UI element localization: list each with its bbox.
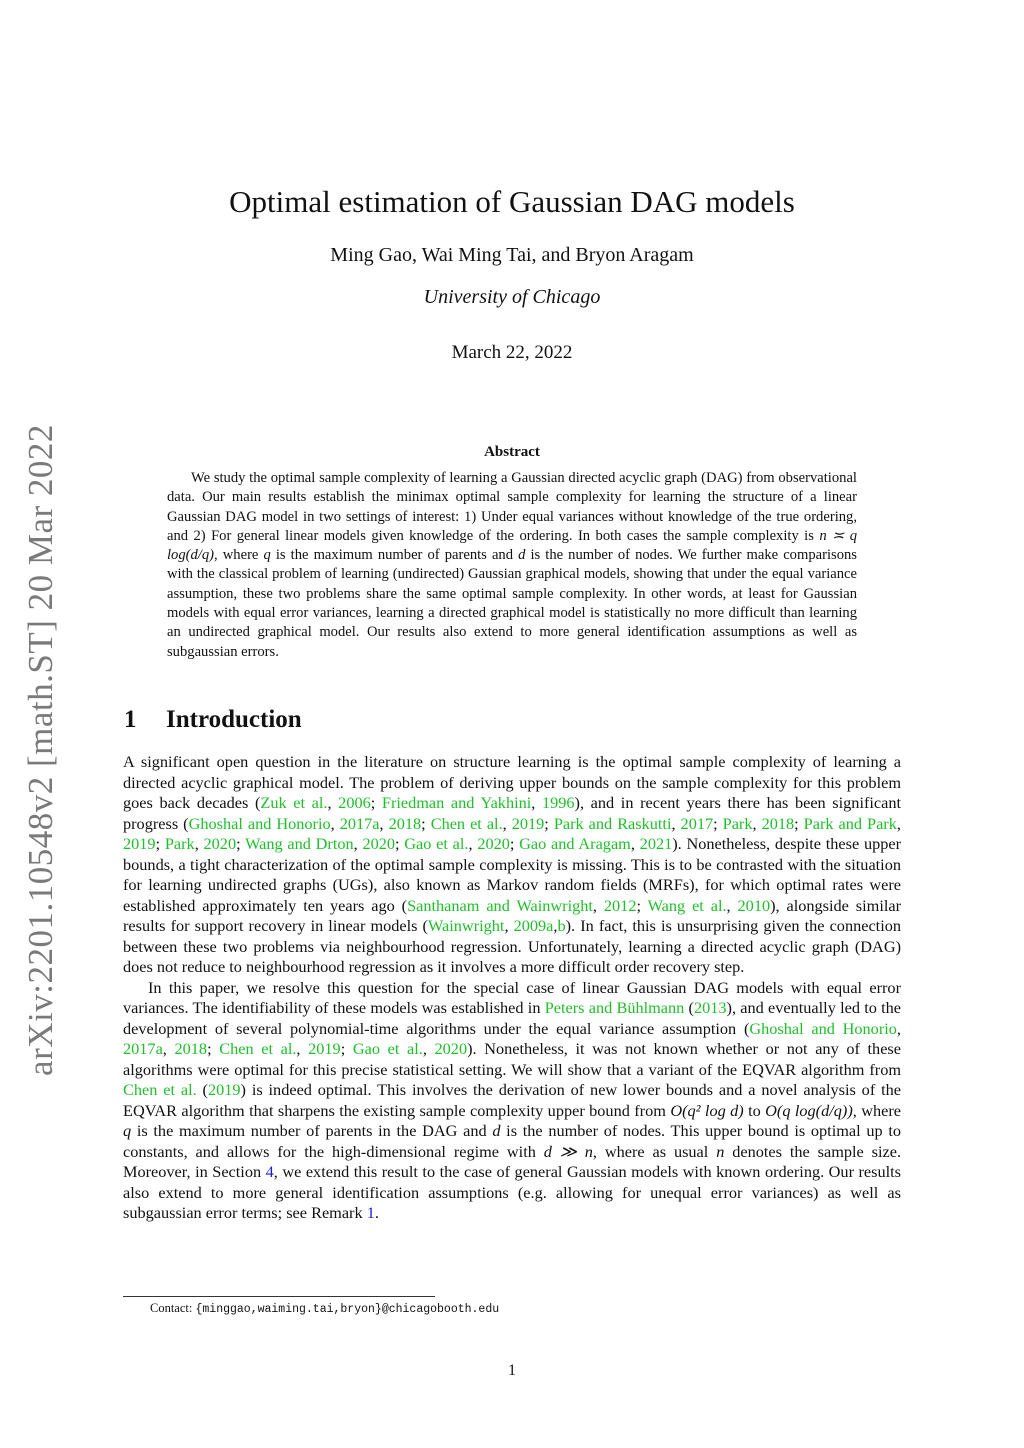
citation-link[interactable]: Chen et al. — [430, 813, 503, 833]
citation-link[interactable]: Wainwright — [427, 916, 505, 935]
citation-link[interactable]: 2020 — [434, 1039, 468, 1058]
citation-link[interactable]: Chen et al. — [123, 1080, 197, 1099]
citation-link[interactable]: 2019 — [207, 1080, 241, 1099]
citation-link[interactable]: Park — [722, 813, 753, 833]
citation-link[interactable]: 2019 — [511, 813, 545, 833]
citation-link[interactable]: 2010 — [737, 895, 771, 915]
section-title: Introduction — [166, 706, 302, 733]
citation-link[interactable]: 1996 — [541, 793, 575, 812]
arxiv-identifier-stamp — [16, 424, 66, 1076]
citation-link[interactable]: 2017a — [123, 1039, 163, 1058]
remark-crossref-link[interactable]: 1 — [366, 1203, 375, 1222]
contact-footnote: Contact: {minggao,waiming.tai,bryon}@chicagobooth.edu — [150, 1301, 500, 1316]
sample-complexity-formula: n ≍ q log(d/q) — [167, 527, 857, 564]
section-heading-introduction — [124, 706, 302, 734]
citation-link[interactable]: 2018 — [388, 813, 422, 833]
citation-link[interactable]: 2021 — [639, 834, 673, 853]
citation-link[interactable]: Wang and Drton — [245, 834, 354, 853]
arxiv-id-text: arXiv:2201.10548v2 [math.ST] 20 Mar 2022 — [21, 424, 60, 1076]
citation-link[interactable]: Gao and Aragam — [519, 834, 631, 853]
citation-link[interactable]: Ghoshal and Honorio — [749, 1018, 897, 1038]
affiliation: University of Chicago — [423, 286, 601, 308]
abstract-body: We study the optimal sample complexity of learning a Gaussian directed acyclic graph (DAG) from observational data. Our main results establish the minimax optimal sample complexity for learning the structure of a linear Gaussian DAG model in two settings of interest: 1) Under equal variances without knowledge of the true ordering, and 2) For general linear models given knowledge of the ordering. In both cases the sample complexity is n ≍ q log(d/q), where q is the maximum number of parents and d is the number of nodes. We further make comparisons with the classical problem of learning (undirected) Gaussian graphical models, showing that under the equal variance assumption, these two problems share the same optimal sample complexity. In other words, at least for Gaussian models with equal error variances, learning a directed graphical model is statistically no more difficult than learning an undirected graphical model. Our results also extend to more general identification assumptions as well as subgaussian errors. — [167, 470, 857, 660]
citation-link[interactable]: Santhanam and Wainwright — [407, 895, 593, 915]
contact-email: {minggao,waiming.tai,bryon}@chicagobooth.edu — [195, 1303, 500, 1316]
citation-link[interactable]: Gao et al. — [352, 1039, 423, 1058]
citation-link[interactable]: 2009a — [513, 916, 554, 935]
math-expression: d ≫ n — [543, 1141, 593, 1161]
citation-link[interactable]: Chen et al. — [219, 1039, 297, 1058]
citation-link[interactable]: 2020 — [362, 834, 396, 853]
citation-link[interactable]: Wang et al. — [647, 895, 727, 915]
section-number: 1 — [124, 706, 137, 733]
citation-link[interactable]: 2020 — [477, 834, 510, 853]
citation-link[interactable]: 2018 — [174, 1039, 208, 1058]
citation-link[interactable]: Peters and Bühlmann — [544, 998, 685, 1017]
math-expression: O(q² log d) — [670, 1100, 744, 1120]
citation-link[interactable]: 2017 — [680, 813, 714, 833]
author-list: Ming Gao, Wai Ming Tai, and Bryon Aragam — [330, 244, 694, 266]
citation-link[interactable]: Friedman and Yakhini — [381, 793, 532, 812]
citation-link[interactable]: Zuk et al. — [260, 793, 328, 812]
citation-link[interactable]: 2006 — [338, 793, 371, 812]
paragraph: A significant open question in the literature on structure learning is the optimal sample complexity of learning a directed acyclic graphical model. The problem of deriving upper bounds on the sample complexity for this problem goes back decades (Zuk et al., 2006; Friedman and Yakhini, 1996), and in recent years there has been significant progress (Ghoshal and Honorio, 2017a, 2018; Chen et al., 2019; Park and Raskutti, 2017; Park, 2018; Park and Park, 2019; Park, 2020; Wang and Drton, 2020; Gao et al., 2020; Gao and Aragam, 2021). Nonetheless, despite these upper bounds, a tight characterization of the optimal sample complexity is missing. This is to be contrasted with the situation for learning undirected graphs (UGs), also known as Markov random fields (MRFs), for which optimal rates were established approximately ten years ago (Santhanam and Wainwright, 2012; Wang et al., 2010), alongside similar results for support recovery in linear models (Wainwright, 2009a,b). In fact, this is unsurprising given the connection between these two problems via neighbourhood regression. Unfortunately, learning a directed acyclic graph (DAG) does not reduce to neighbourhood regression as it involves a more difficult order recovery step. — [123, 752, 902, 976]
citation-link[interactable]: 2019 — [308, 1039, 341, 1058]
citation-link[interactable]: 2018 — [761, 813, 795, 833]
citation-link[interactable]: Ghoshal and Honorio — [188, 813, 331, 833]
paper-title: Optimal estimation of Gaussian DAG models — [229, 184, 795, 219]
paragraph: In this paper, we resolve this question for the special case of linear Gaussian DAG models with equal error variances. The identifiability of these models was established in Peters and Bühlmann (2013), and eventually led to the development of several polynomial-time algorithms under the equal variance assumption (Ghoshal and Honorio, 2017a, 2018; Chen et al., 2019; Gao et al., 2020). Nonetheless, it was not known whether or not any of these algorithms were optimal for this precise statistical setting. We will show that a variant of the EQVAR algorithm from Chen et al. (2019) is indeed optimal. This involves the derivation of new lower bounds and a novel analysis of the EQVAR algorithm that sharpens the existing sample complexity upper bound from O(q² log d) to O(q log(d/q)), where q is the maximum number of parents in the DAG and d is the number of nodes. This upper bound is optimal up to constants, and allows for the high-dimensional regime with d ≫ n, where as usual n denotes the sample size. Moreover, in Section 4, we extend this result to the case of general Gaussian models with known ordering. Our results also extend to more general identification assumptions (e.g. allowing for unequal error variances) as well as subgaussian error terms; see Remark 1. — [123, 977, 902, 1222]
paper-date: March 22, 2022 — [451, 342, 573, 363]
footnote-divider — [123, 1296, 435, 1297]
math-expression: O(q log(d/q)) — [765, 1100, 853, 1120]
citation-link[interactable]: Park and Raskutti — [553, 813, 672, 833]
citation-link[interactable]: 2019 — [123, 834, 156, 853]
citation-link[interactable]: 2020 — [203, 834, 237, 853]
abstract-heading: Abstract — [484, 444, 540, 460]
citation-link[interactable]: Park and Park — [803, 813, 897, 833]
citation-link[interactable]: 2012 — [603, 895, 637, 915]
citation-link[interactable]: b — [557, 916, 566, 935]
section-crossref-link[interactable]: 4 — [265, 1162, 274, 1181]
page-number: 1 — [508, 1362, 516, 1379]
citation-link[interactable]: 2017a — [339, 813, 380, 833]
citation-link[interactable]: 2013 — [693, 998, 727, 1017]
introduction-body — [123, 752, 901, 1224]
citation-link[interactable]: Gao et al. — [404, 834, 469, 853]
citation-link[interactable]: Park — [164, 834, 195, 853]
